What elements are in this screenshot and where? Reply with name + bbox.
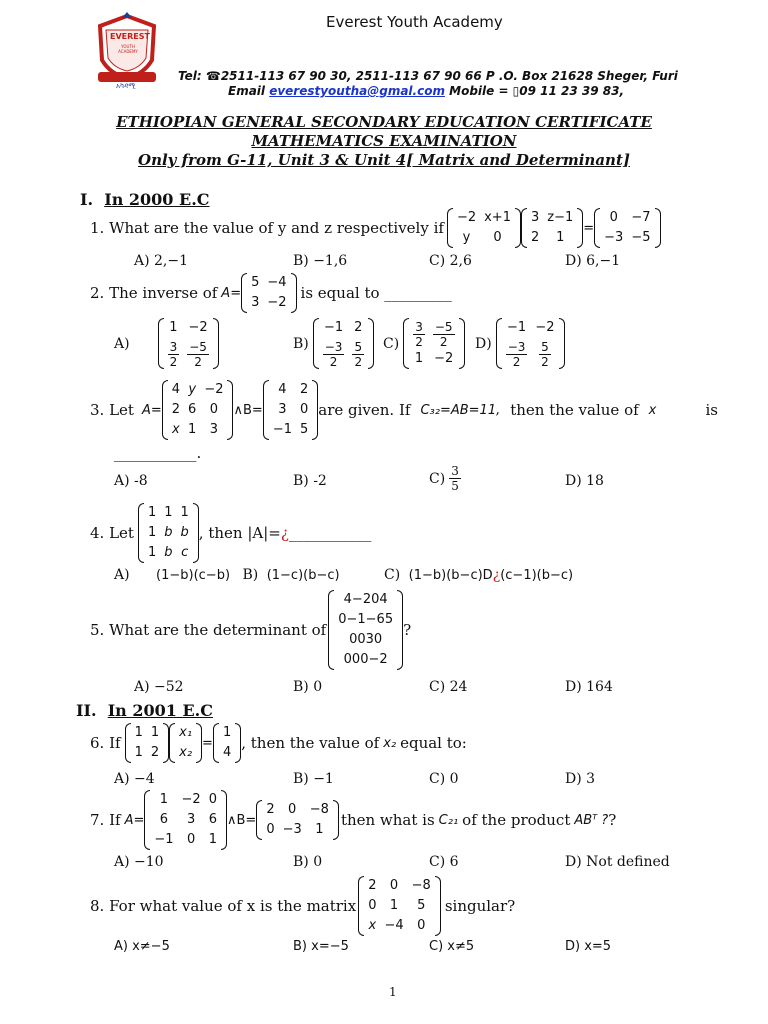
mobile-text: Mobile = ▯09 11 23 39 83, <box>444 84 625 98</box>
title-line-2: MATHEMATICS EXAMINATION <box>251 132 517 150</box>
email-link[interactable]: everestyoutha@gmal.com <box>269 84 445 98</box>
q6-vector-x: x₁ x₂ <box>169 723 202 763</box>
contact-email-line <box>228 84 624 98</box>
section-1-title: In 2000 E.C <box>104 190 210 209</box>
q3-matrix-a: 4 y −2 2 6 0 x 1 3 <box>162 380 234 440</box>
q2-tail: is equal to _________ <box>300 284 452 302</box>
question-6: 6. If 1 1 1 2 x₁ x₂ = 1 4 , then the value of x₂ equal to: <box>90 723 467 763</box>
q7-option-c: C) 6 <box>429 854 459 870</box>
section-1-heading <box>80 190 210 209</box>
q1-option-c: C) 2,6 <box>429 253 472 269</box>
q1-matrix-2: 3 z−1 2 1 <box>521 208 583 248</box>
question-8: 8. For what value of x is the matrix 2 0 −8 0 1 5 x −4 0 singular? <box>90 876 515 936</box>
question-7: 7. If A= 1 −2 0 6 3 6 −1 0 1 ∧B= 2 0 −8 0 −3 1 then what is C₂₁ of the product ABᵀ ? ? <box>90 790 616 850</box>
email-label: Email <box>228 84 270 98</box>
q7-option-d: D) Not defined <box>565 854 670 870</box>
contact-tel: Tel: ☎2511-113 67 90 30, 2511-113 67 90 66 P .O. Box 21628 Sheger, Furi <box>178 69 678 83</box>
page-number: 1 <box>389 985 397 999</box>
q8-option-c: C) x≠5 <box>429 939 475 954</box>
q6-text: 6. If <box>90 734 121 752</box>
q3-option-c: C) $\frac{3}{5}$ <box>429 464 459 493</box>
q7-option-a: A) −10 <box>114 854 164 870</box>
q4-matrix: 1 1 1 1 b b 1 b c <box>138 503 199 563</box>
q7-text: 7. If <box>90 811 121 829</box>
q1-matrix-1: −2 x+1 y 0 <box>447 208 521 248</box>
title-line-1: ETHIOPIAN GENERAL SECONDARY EDUCATION CERTIFICATE <box>116 113 652 131</box>
q6-option-b: B) −1 <box>293 771 334 787</box>
question-5: 5. What are the determinant of 4−204 0−1−65 0030 000−2 ? <box>90 590 411 670</box>
q6-option-c: C) 0 <box>429 771 459 787</box>
q3-option-b: B) -2 <box>293 473 327 489</box>
school-name: Everest Youth Academy <box>326 13 503 31</box>
q6-vector-r: 1 4 <box>213 723 241 763</box>
q7-matrix-b: 2 0 −8 0 −3 1 <box>256 800 339 840</box>
q2-text: 2. The inverse of <box>90 284 218 302</box>
q5-option-d: D) 164 <box>565 679 613 695</box>
logo-text-mid: YOUTH ACADEMY <box>118 44 138 54</box>
section-2-title: In 2001 E.C <box>107 701 213 720</box>
q3-blank: ___________. <box>114 444 202 462</box>
section-2-heading <box>76 701 213 720</box>
logo-text-bottom: አካዳሚ <box>116 82 136 90</box>
logo <box>94 12 160 92</box>
q5-option-c: C) 24 <box>429 679 468 695</box>
q5-matrix: 4−204 0−1−65 0030 000−2 <box>328 590 403 670</box>
q4-text: 4. Let <box>90 524 134 542</box>
q3-text: 3. Let <box>90 401 134 419</box>
q1-text: 1. What are the value of y and z respectively if <box>90 219 444 237</box>
section-1-number: I. <box>80 190 94 209</box>
q1-matrix-3: 0 −7 −3 −5 <box>594 208 660 248</box>
section-2-number: II. <box>76 701 97 720</box>
logo-text-top: EVEREST <box>110 32 150 41</box>
q8-text: 8. For what value of x is the matrix <box>90 897 357 915</box>
title-line-3: Only from G-11, Unit 3 & Unit 4[ Matrix and Determinant] <box>138 151 630 169</box>
question-2: 2. The inverse of A= 5 −4 3 −2 is equal to _________ <box>90 273 452 313</box>
q1-option-b: B) −1,6 <box>293 253 348 269</box>
q7-option-b: B) 0 <box>293 854 323 870</box>
q2-option-d: D) −1 −2 $\frac{-3}{2}$ $\frac{5}{2}$ <box>475 318 565 369</box>
q2-option-c: C) $\frac{3}{2}$ $\frac{-5}{2}$ 1 −2 <box>383 318 465 369</box>
question-1: 1. What are the value of y and z respectively if −2 x+1 y 0 3 z−1 2 1 = 0 −7 −3 −5 <box>90 208 661 248</box>
q8-option-d: D) x=5 <box>565 939 612 954</box>
q1-option-a: A) 2,−1 <box>134 253 189 269</box>
q5-option-b: B) 0 <box>293 679 323 695</box>
q6-option-d: D) 3 <box>565 771 596 787</box>
q6-matrix: 1 1 1 2 <box>125 723 170 763</box>
q5-text: 5. What are the determinant of <box>90 621 327 639</box>
q2-option-b: B) −1 2 $\frac{-3}{2}$ $\frac{5}{2}$ <box>293 318 374 369</box>
q1-option-d: D) 6,−1 <box>565 253 621 269</box>
q6-option-a: A) −4 <box>114 771 155 787</box>
q2-matrix-a: 5 −4 3 −2 <box>241 273 296 313</box>
q8-option-b: B) x=−5 <box>293 939 349 954</box>
question-4: 4. Let 1 1 1 1 b b 1 b c , then |A|= ¿ ___________ <box>90 503 371 563</box>
q3-option-a: A) -8 <box>114 473 148 489</box>
q2-option-a: A) 1 −2 $\frac{3}{2}$ $\frac{-5}{2}$ <box>114 318 219 369</box>
q7-matrix-a: 1 −2 0 6 3 6 −1 0 1 <box>144 790 227 850</box>
q8-matrix: 2 0 −8 0 1 5 x −4 0 <box>358 876 441 936</box>
q3-matrix-b: 4 2 3 0 −1 5 <box>263 380 318 440</box>
question-3: 3. Let A= 4 y −2 2 6 0 x 1 3 ∧B= 4 2 3 0 −1 5 are given. If C₃₂=AB=11, then the value of x is <box>90 380 718 440</box>
q3-option-d: D) 18 <box>565 473 604 489</box>
q8-option-a: A) x≠−5 <box>114 939 170 954</box>
q5-option-a: A) −52 <box>134 679 184 695</box>
q4-options: A) (1−b)(c−b) B) (1−c)(b−c) C) (1−b)(b−c)D¿(c−1)(b−c) <box>114 567 574 583</box>
